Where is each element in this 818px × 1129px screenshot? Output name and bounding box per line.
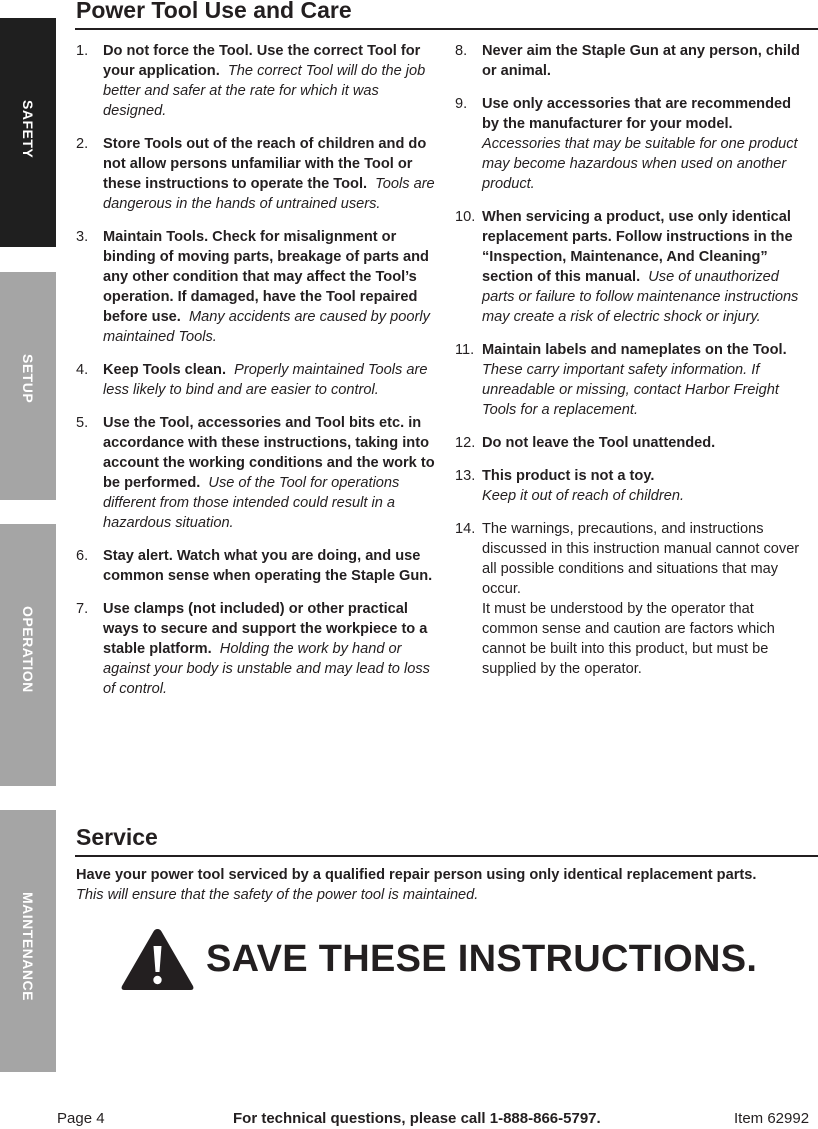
list-item [76, 41, 436, 121]
side-tab-bar [0, 0, 56, 1129]
item-heading: Maintain Tools. Check for misalignment or binding of moving parts, breakage of parts and any other condition that may affect the Tool’s operation. If damaged, have the Tool repaired before use. [103, 229, 429, 325]
list-item [455, 466, 810, 506]
item-detail: Use of the Tool for operations different from those intended could result in a hazardous situation. [103, 475, 400, 531]
service-paragraph [76, 865, 776, 905]
left-column [76, 41, 436, 712]
warning-triangle-icon [119, 926, 196, 993]
item-detail: The correct Tool will do the job better and safer at the rate for which it was designed. [103, 63, 426, 119]
item-number: 3. [76, 229, 89, 245]
item-heading: When servicing a product, use only identical replacement parts. Follow instructions in the “Inspection, Maintenance, And Cleaning” section of this manual. [482, 209, 793, 285]
item-detail: Keep it out of reach of children. [482, 488, 685, 504]
section-title-power-tool: Power Tool Use and Care [76, 0, 352, 23]
service-detail: This will ensure that the safety of the power tool is maintained. [76, 887, 479, 903]
item-number: 12. [455, 435, 476, 451]
support-phone: For technical questions, please call 1-888-866-5797. [233, 1110, 601, 1127]
list-item [76, 360, 436, 400]
item-number: 11. [455, 342, 475, 358]
list-item [76, 227, 436, 347]
list-item [76, 599, 436, 699]
section-divider [75, 855, 818, 857]
list-item [455, 41, 810, 81]
list-item [455, 433, 810, 453]
item-number: 1. [76, 43, 89, 59]
item-detail: These carry important safety information. If unreadable or missing, contact Harbor Freight Tools for a replacement. [482, 362, 779, 418]
item-number: 14. [455, 521, 476, 537]
item-detail: Tools are dangerous in the hands of untrained users. [103, 176, 435, 212]
item-text: It must be understood by the operator that common sense and caution are factors which cannot be built into this product, but must be supplied by the operator. [482, 601, 775, 677]
item-detail: Properly maintained Tools are less likely to bind and are easier to control. [103, 362, 428, 398]
item-heading: Do not leave the Tool unattended. [482, 435, 716, 451]
item-heading: Do not force the Tool. Use the correct Tool for your application. [103, 43, 421, 79]
item-heading: Store Tools out of the reach of children and do not allow persons unfamiliar with the Tool or these instructions to operate the Tool. [103, 136, 427, 192]
save-instructions-banner [119, 926, 757, 993]
right-column [455, 41, 810, 692]
save-instructions-text: SAVE THESE INSTRUCTIONS. [206, 938, 758, 980]
service-heading: Have your power tool serviced by a qualified repair person using only identical replacement parts. [76, 867, 757, 883]
tab-setup[interactable] [0, 272, 56, 500]
list-item [455, 207, 810, 327]
item-number: 2. [76, 136, 89, 152]
item-number: 8. [455, 43, 468, 59]
item-detail: Many accidents are caused by poorly maintained Tools. [103, 309, 430, 345]
item-detail: Accessories that may be suitable for one product may become hazardous when used on another product. [482, 136, 798, 192]
item-number: 9. [455, 96, 468, 112]
tab-safety-label: SAFETY [20, 100, 36, 159]
item-number: 4. [76, 362, 89, 378]
item-number: 5. [76, 415, 89, 431]
tab-safety[interactable] [0, 18, 56, 247]
item-number: 6. [76, 548, 89, 564]
tab-maintenance-label: MAINTENANCE [20, 892, 36, 1001]
item-heading: Use clamps (not included) or other practical ways to secure and support the workpiece to a stable platform. [103, 601, 428, 657]
list-item [76, 546, 436, 586]
tab-operation[interactable] [0, 524, 56, 786]
section-title-service: Service [76, 824, 158, 850]
list-item [455, 519, 810, 679]
item-text: The warnings, precautions, and instructions discussed in this instruction manual cannot cover all possible conditions and situations that may occur. [482, 521, 800, 597]
list-item [76, 134, 436, 214]
item-detail: Holding the work by hand or against your body is unstable and may lead to loss of control. [103, 641, 430, 697]
tab-setup-label: SETUP [20, 354, 36, 404]
page-number: Page 4 [57, 1110, 105, 1127]
section-divider [75, 28, 818, 30]
tab-maintenance[interactable] [0, 810, 56, 1072]
item-heading: Use only accessories that are recommended by the manufacturer for your model. [482, 96, 792, 132]
item-detail: Use of unauthorized parts or failure to follow maintenance instructions may create a risk of electric shock or injury. [482, 269, 799, 325]
item-heading: Stay alert. Watch what you are doing, and use common sense when operating the Staple Gun. [103, 548, 433, 584]
list-item [455, 94, 810, 194]
item-heading: Never aim the Staple Gun at any person, child or animal. [482, 43, 800, 79]
item-heading: This product is not a toy. [482, 468, 655, 484]
item-number: 10. [455, 209, 476, 225]
list-item [455, 340, 810, 420]
item-heading: Maintain labels and nameplates on the Tool. [482, 342, 787, 358]
item-number: 13. [455, 468, 476, 484]
tab-operation-label: OPERATION [20, 606, 36, 693]
item-heading: Use the Tool, accessories and Tool bits etc. in accordance with these instructions, taking into account the working conditions and the work to be performed. [103, 415, 435, 491]
item-heading: Keep Tools clean. [103, 362, 226, 378]
list-item [76, 413, 436, 533]
item-number-footer: Item 62992 [734, 1110, 810, 1127]
item-number: 7. [76, 601, 89, 617]
